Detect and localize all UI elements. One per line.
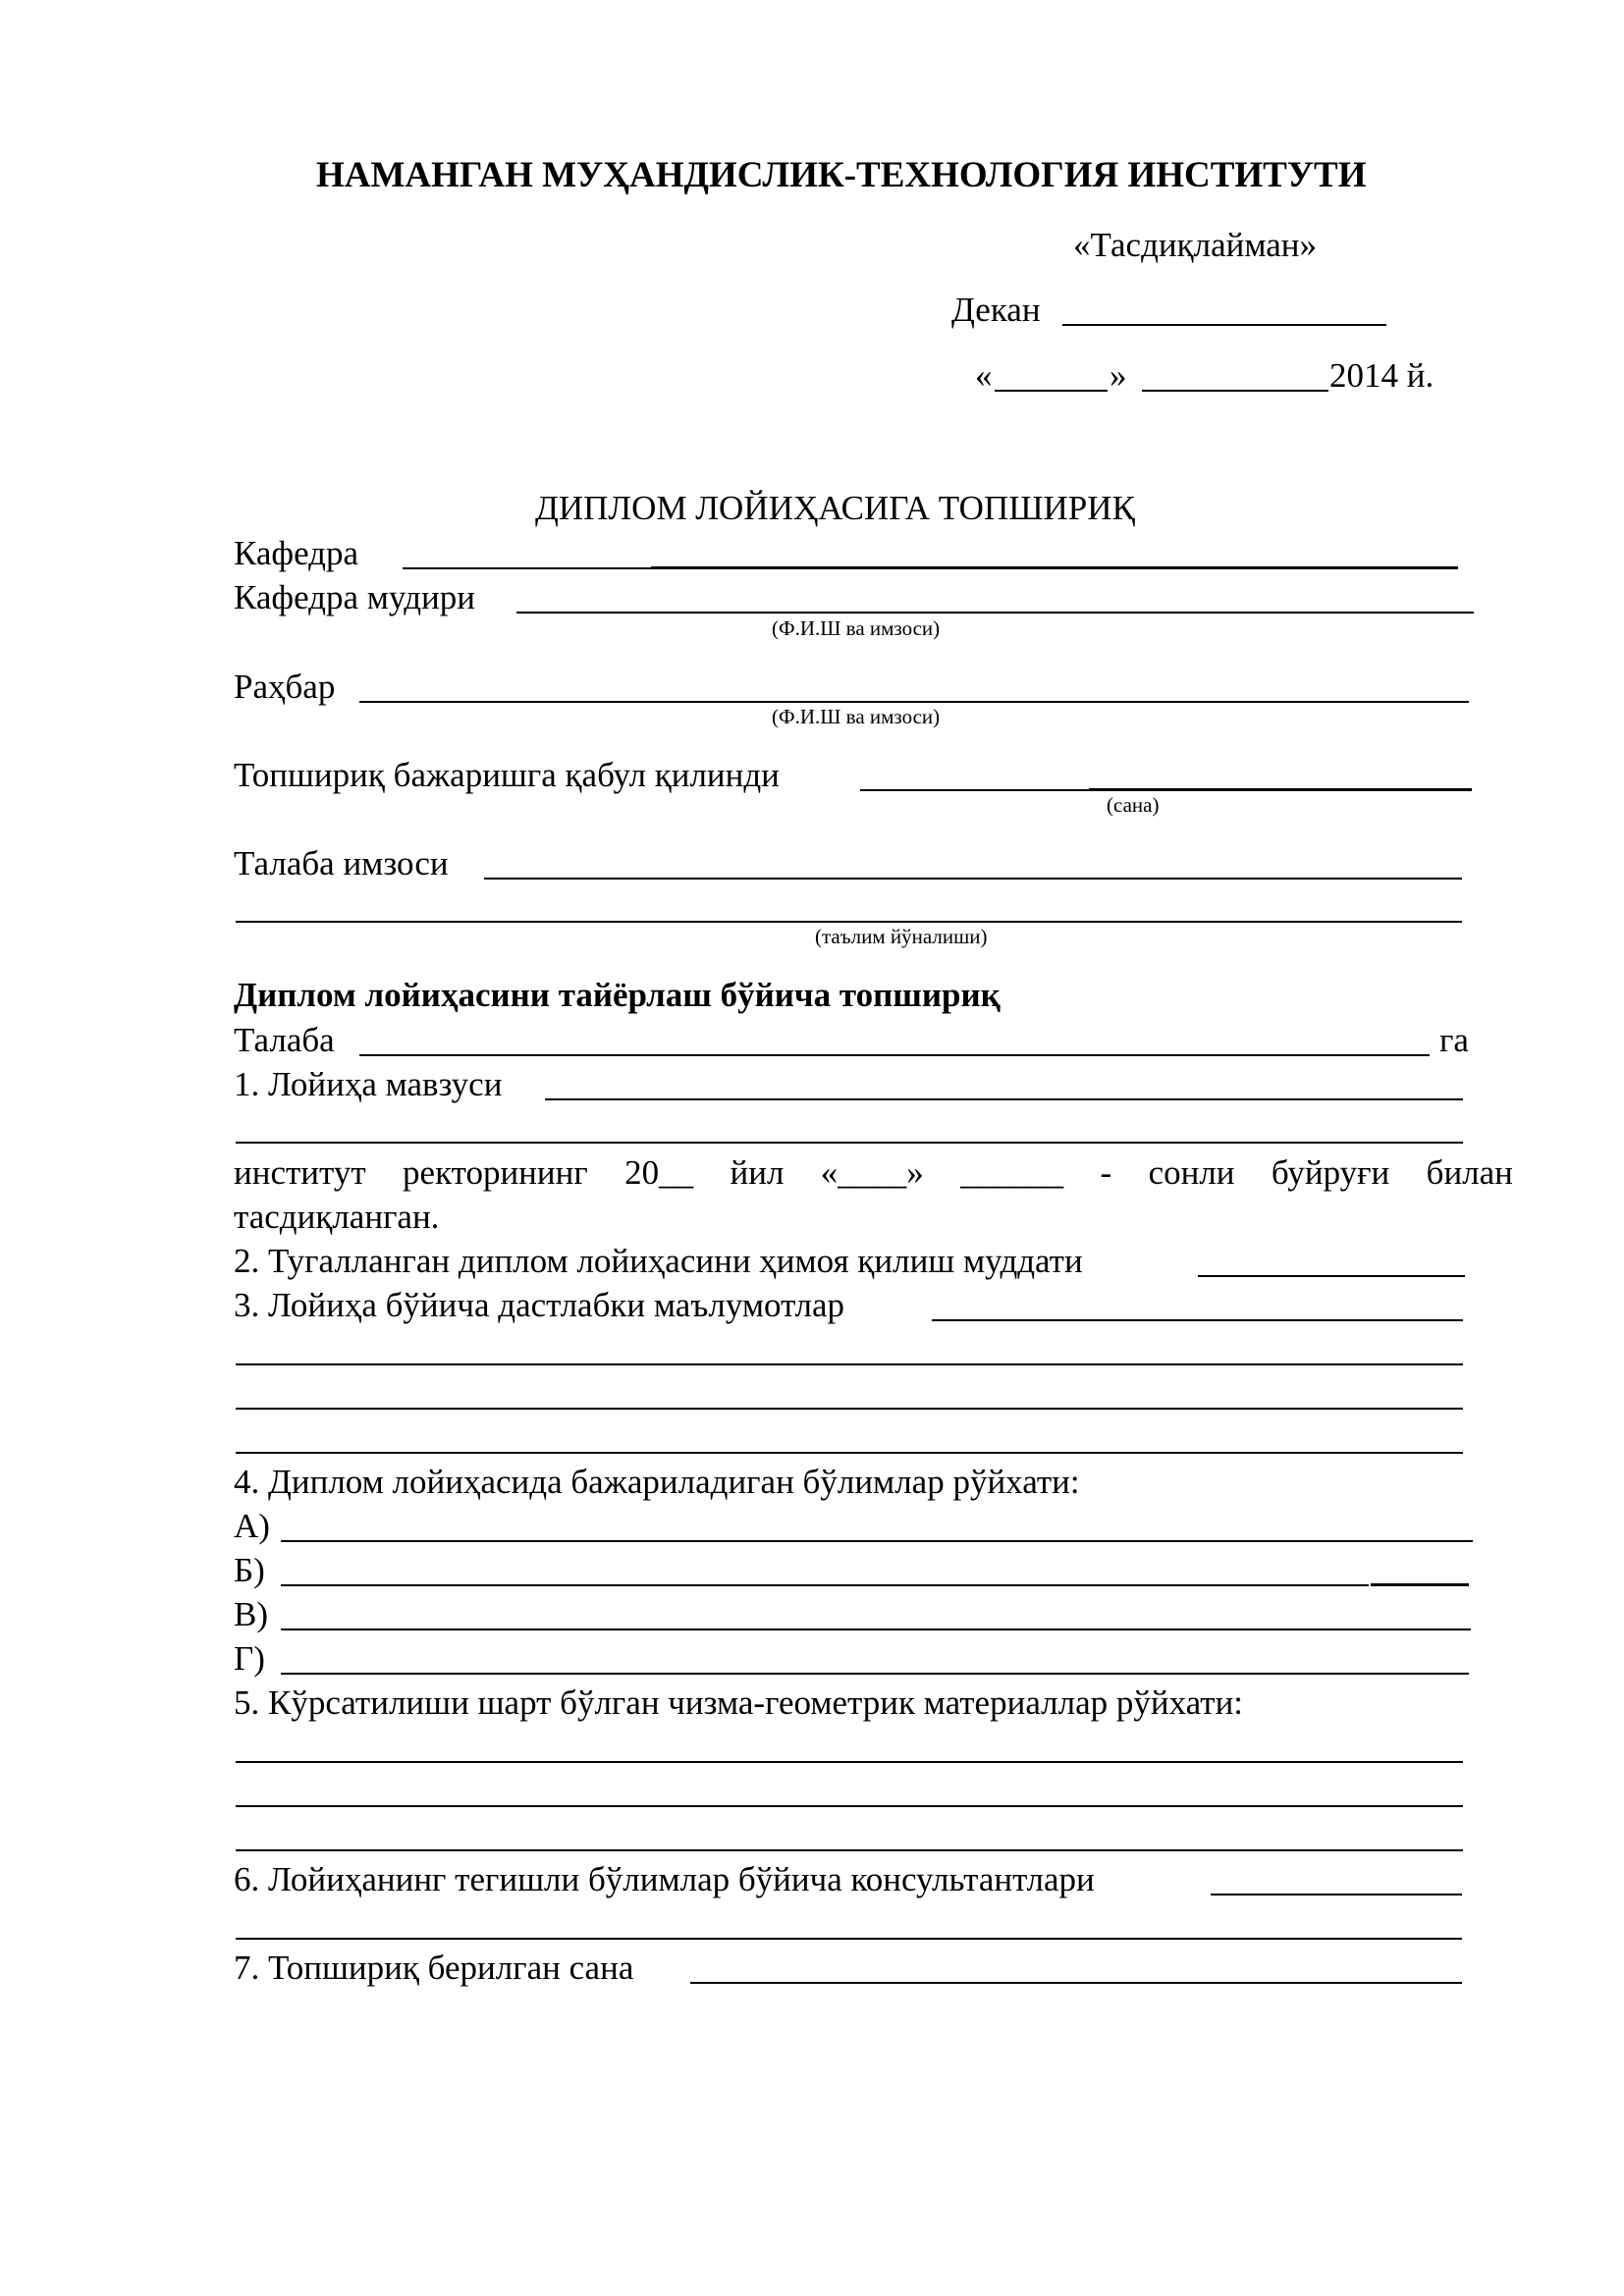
accepted-label: Топшириқ бажаришга қабул қилинди bbox=[234, 756, 780, 794]
item1-label: 1. Лойиҳа мавзуси bbox=[234, 1065, 503, 1103]
institute-title: НАМАНГАН МУҲАНДИСЛИК-ТЕХНОЛОГИЯ ИНСТИТУТИ bbox=[316, 155, 1367, 195]
date-quote-close: » bbox=[1110, 356, 1127, 395]
item6-label: 6. Лойиҳанинг тегишли бўлимлар бўйича консультантлари bbox=[234, 1860, 1095, 1898]
accepted-line-b[interactable] bbox=[1089, 788, 1472, 791]
dean-signature-line[interactable] bbox=[1062, 324, 1386, 326]
section-v-label: В) bbox=[234, 1595, 268, 1633]
direction-note: (таълим йўналиши) bbox=[815, 925, 988, 948]
student-sign-label: Талаба имзоси bbox=[234, 844, 449, 882]
supervisor-label: Раҳбар bbox=[234, 667, 336, 706]
student-name-line[interactable] bbox=[359, 1054, 1430, 1056]
order-word: - bbox=[1100, 1153, 1112, 1192]
date-month-line[interactable] bbox=[1142, 390, 1328, 392]
student-sign-line[interactable] bbox=[484, 878, 1462, 880]
approval-stamp-text: «Тасдиқлайман» bbox=[1073, 226, 1318, 264]
materials-line-2[interactable] bbox=[236, 1805, 1463, 1807]
initial-data-line-2[interactable] bbox=[236, 1363, 1463, 1365]
section-a-label: А) bbox=[234, 1507, 270, 1545]
initial-data-line-3[interactable] bbox=[236, 1408, 1463, 1410]
document-title: ДИПЛОМ ЛОЙИҲАСИГА ТОПШИРИҚ bbox=[535, 489, 1135, 527]
section-b-line-b[interactable] bbox=[1371, 1583, 1469, 1586]
item3-label: 3. Лойиҳа бўйича дастлабки маълумотлар bbox=[234, 1286, 845, 1324]
date-day-line[interactable] bbox=[995, 390, 1108, 392]
topic-line-2[interactable] bbox=[236, 1142, 1463, 1144]
topic-line-1[interactable] bbox=[545, 1098, 1463, 1100]
initial-data-line-4[interactable] bbox=[236, 1452, 1463, 1454]
consultants-line-1[interactable] bbox=[1211, 1894, 1462, 1896]
department-line-b[interactable] bbox=[651, 566, 1458, 569]
date-quote-open: « bbox=[975, 356, 993, 395]
order-word: йил bbox=[730, 1153, 785, 1192]
head-note: (Ф.И.Ш ва имзоси) bbox=[772, 616, 941, 640]
section-g-line[interactable] bbox=[281, 1673, 1469, 1675]
order-word: сонли bbox=[1148, 1153, 1235, 1192]
supervisor-note: (Ф.И.Ш ва имзоси) bbox=[772, 705, 941, 728]
student-label: Талаба bbox=[234, 1021, 335, 1059]
order-word: ректорининг bbox=[403, 1153, 588, 1192]
order-word: ______ bbox=[960, 1153, 1064, 1192]
order-word: буйруғи bbox=[1271, 1153, 1390, 1192]
order-line bbox=[234, 1155, 1513, 1190]
supervisor-line[interactable] bbox=[359, 701, 1469, 703]
order-word: «____» bbox=[820, 1153, 924, 1192]
order-line-2: тасдиқланган. bbox=[234, 1198, 440, 1236]
item4-label: 4. Диплом лойиҳасида бажариладиган бўлимлар рўйхати: bbox=[234, 1463, 1080, 1501]
task-heading: Диплом лойиҳасини тайёрлаш бўйича топшириқ bbox=[234, 976, 1001, 1014]
consultants-line-2[interactable] bbox=[236, 1938, 1462, 1940]
section-a-line[interactable] bbox=[281, 1540, 1473, 1542]
order-word: 20__ bbox=[624, 1153, 694, 1192]
order-word: билан bbox=[1426, 1153, 1513, 1192]
materials-line-3[interactable] bbox=[236, 1849, 1463, 1851]
student-suffix: га bbox=[1439, 1021, 1469, 1059]
accepted-note: (сана) bbox=[1107, 793, 1160, 817]
department-label: Кафедра bbox=[234, 534, 359, 572]
head-line[interactable] bbox=[516, 612, 1474, 614]
item2-label: 2. Тугалланган диплом лойиҳасини ҳимоя қилиш муддати bbox=[234, 1242, 1083, 1280]
issue-date-line[interactable] bbox=[690, 1982, 1462, 1984]
section-b-line-a[interactable] bbox=[281, 1584, 1369, 1586]
section-v-line[interactable] bbox=[281, 1629, 1471, 1630]
item5-label: 5. Кўрсатилиши шарт бўлган чизма-геометрик материаллар рўйхати: bbox=[234, 1683, 1244, 1722]
section-g-label: Г) bbox=[234, 1639, 265, 1678]
head-label: Кафедра мудири bbox=[234, 578, 475, 616]
defense-date-line[interactable] bbox=[1198, 1275, 1465, 1277]
initial-data-line-1[interactable] bbox=[932, 1319, 1463, 1321]
department-line-a[interactable] bbox=[403, 567, 651, 569]
order-word: институт bbox=[234, 1153, 366, 1192]
dean-label: Декан bbox=[951, 291, 1041, 329]
section-b-label: Б) bbox=[234, 1551, 265, 1589]
item7-label: 7. Топшириқ берилган сана bbox=[234, 1949, 634, 1987]
accepted-line-a[interactable] bbox=[860, 789, 1089, 791]
direction-line[interactable] bbox=[236, 921, 1462, 923]
materials-line-1[interactable] bbox=[236, 1761, 1463, 1763]
date-year: 2014 й. bbox=[1329, 356, 1435, 395]
